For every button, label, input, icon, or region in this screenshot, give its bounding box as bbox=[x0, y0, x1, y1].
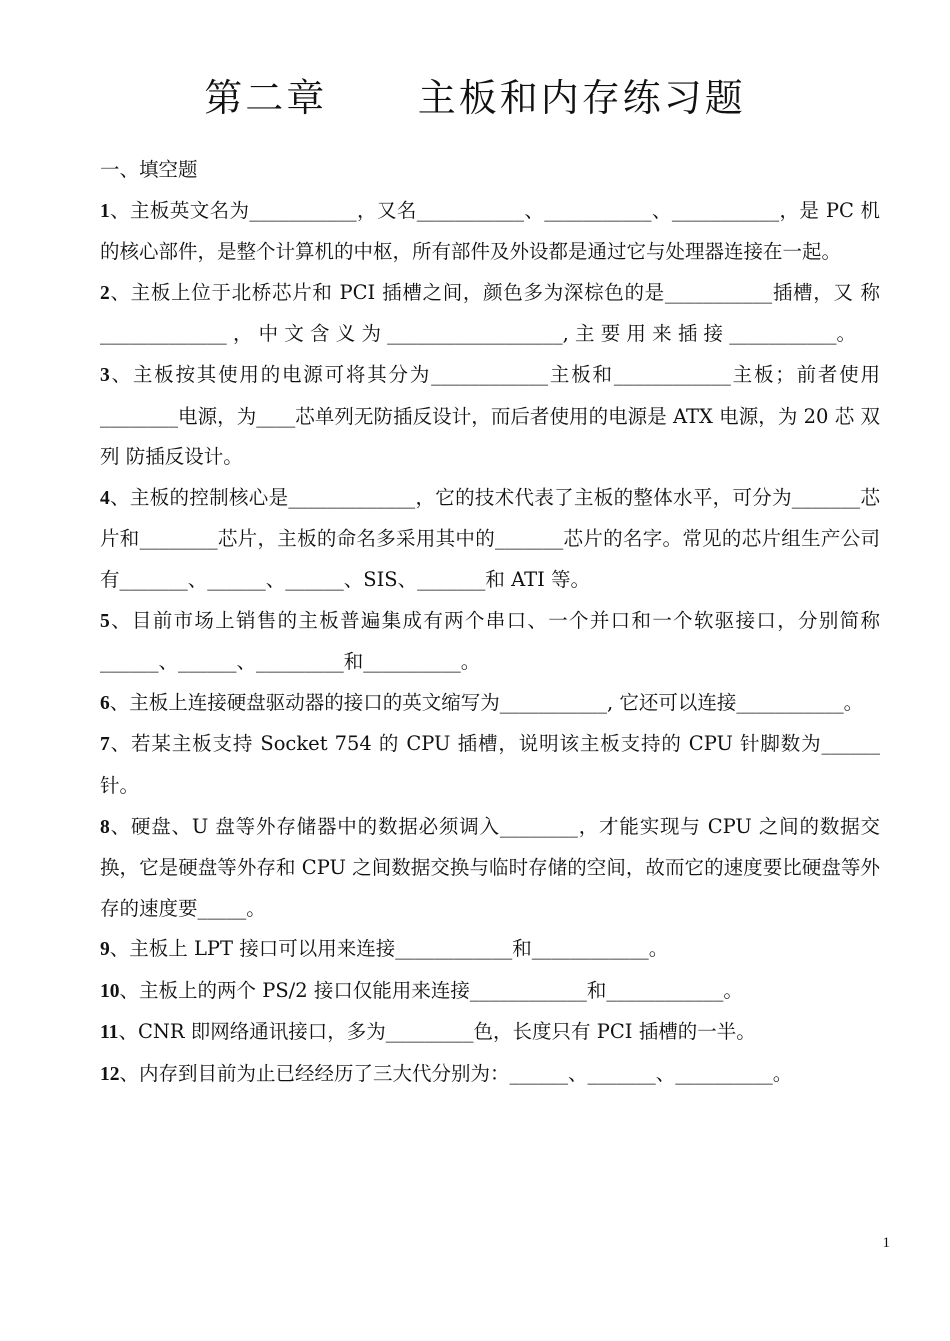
question-12 bbox=[100, 1054, 880, 1096]
question-number: 2 bbox=[100, 282, 110, 304]
question-4 bbox=[100, 478, 880, 601]
question-10 bbox=[100, 971, 880, 1013]
question-3 bbox=[100, 355, 880, 478]
question-text: 、若某主板支持 Socket 754 的 CPU 插槽，说明该主板支持的 CPU 针脚数为______针。 bbox=[100, 732, 880, 797]
question-number: 10 bbox=[100, 980, 120, 1002]
page-title: 第二章 主板和内存练习题 bbox=[204, 76, 746, 120]
question-1 bbox=[100, 191, 880, 273]
question-text: 、主板英文名为___________，又名___________、___________、___________，是 PC 机的核心部件，是整个计算机的中枢，所有部件及外设都是通过它与处理器连接在一起。 bbox=[100, 198, 880, 264]
question-text: 、CNR 即网络通讯接口，多为_________色，长度只有 PCI 插槽的一半。 bbox=[118, 1020, 756, 1044]
question-7 bbox=[100, 724, 880, 806]
question-text: 、主板上 LPT 接口可以用来连接____________和____________。 bbox=[109, 937, 669, 961]
question-number: 9 bbox=[100, 939, 110, 961]
question-text: 、硬盘、U 盘等外存储器中的数据必须调入________，才能实现与 CPU 之间的数据交换，它是硬盘等外存和 CPU 之间数据交换与临时存储的空间，故而它的速度要比硬盘等外存的速度要_____。 bbox=[100, 814, 880, 920]
question-8 bbox=[100, 807, 880, 930]
question-2 bbox=[100, 273, 880, 355]
section-heading: 一、填空题 bbox=[100, 158, 198, 181]
page-number: 1 bbox=[882, 1235, 890, 1251]
question-number: 4 bbox=[100, 487, 110, 509]
question-text: 、主板上位于北桥芯片和 PCI 插槽之间，颜色多为深棕色的是___________插槽，又 称 _____________ ， 中 文 含 义 为 __________________, 主 要 用 来 插 接 ___________。 bbox=[100, 280, 880, 346]
question-number: 7 bbox=[100, 734, 110, 756]
question-text: 、主板上连接硬盘驱动器的接口的英文缩写为___________, 它还可以连接___________。 bbox=[109, 690, 864, 714]
question-11 bbox=[100, 1012, 880, 1054]
question-number: 1 bbox=[100, 200, 110, 222]
question-number: 11 bbox=[100, 1022, 119, 1044]
question-text: 、主板上的两个 PS/2 接口仅能用来连接____________和____________。 bbox=[119, 978, 743, 1002]
question-number: 12 bbox=[100, 1064, 120, 1086]
question-text: 、主板按其使用的电源可将其分为____________主板和____________主板；前者使用________电源，为____芯单列无防插反设计，而后者使用的电源是 ATX 电源，为 20 芯 双列 防插反设计。 bbox=[100, 362, 880, 469]
question-9 bbox=[100, 929, 880, 971]
question-text: 、内存到目前为止已经经历了三大代分别为：______、_______、__________。 bbox=[119, 1062, 793, 1086]
question-text: 、主板的控制核心是_____________，它的技术代表了主板的整体水平，可分为_______芯片和________芯片，主板的命名多采用其中的_______芯片的名字。常见的芯片组生产公司有_______、______、______、SIS、_______和 ATI 等。 bbox=[100, 485, 880, 591]
question-number: 6 bbox=[100, 692, 110, 714]
question-number: 8 bbox=[100, 816, 110, 838]
question-number: 3 bbox=[100, 364, 110, 386]
question-text: 、目前市场上销售的主板普遍集成有两个串口、一个并口和一个软驱接口，分别简称______、______、_________和__________。 bbox=[100, 608, 880, 674]
question-number: 5 bbox=[100, 610, 110, 632]
worksheet-body bbox=[100, 150, 880, 1096]
question-5 bbox=[100, 601, 880, 683]
question-6 bbox=[100, 683, 880, 725]
